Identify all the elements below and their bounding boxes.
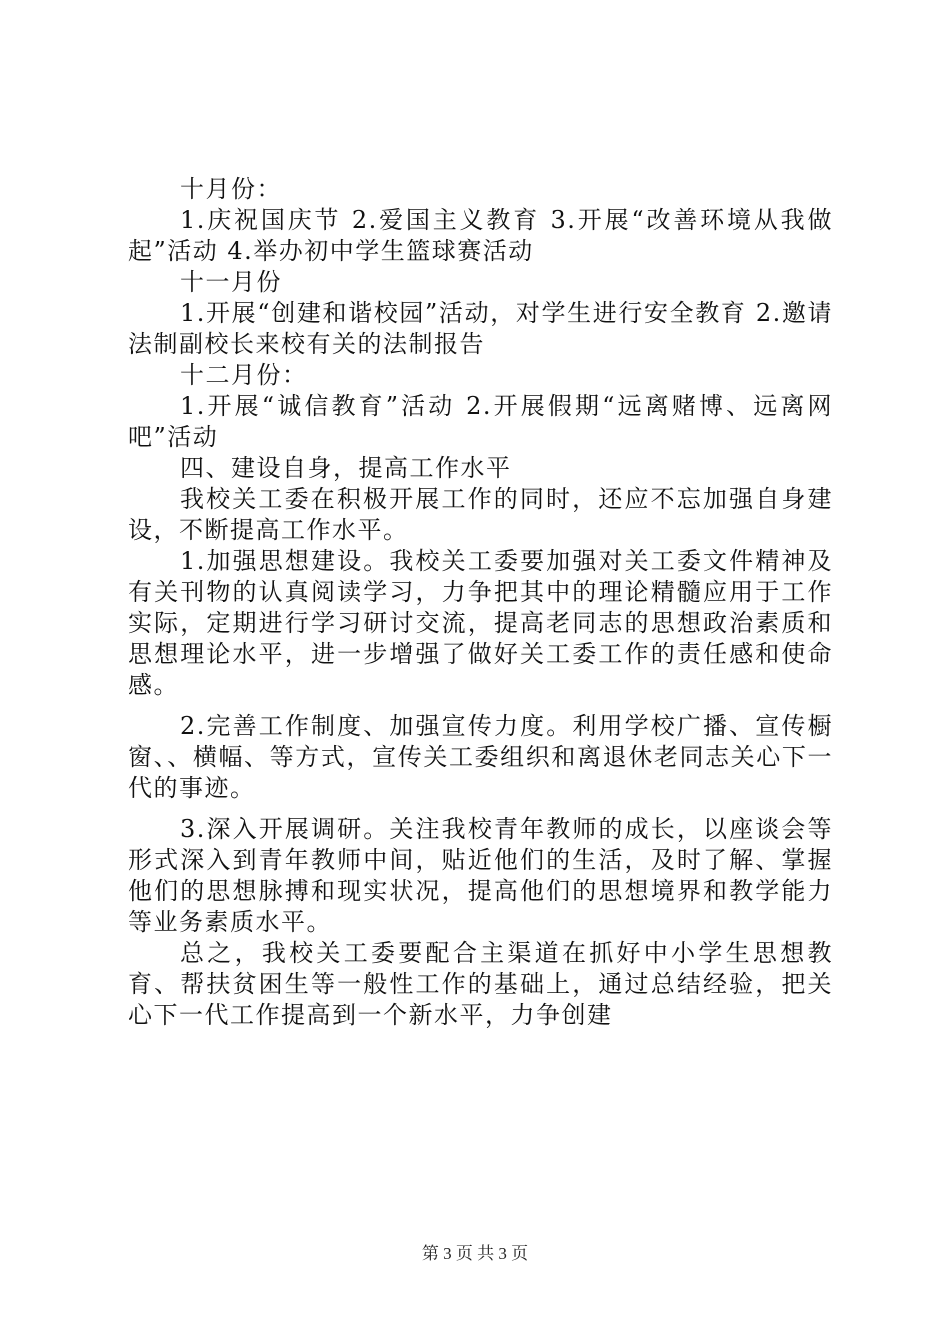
self-building-intro: 我校关工委在积极开展工作的同时，还应不忘加强自身建设，不断提高工作水平。 <box>128 485 833 544</box>
conclusion-paragraph: 总之，我校关工委要配合主渠道在抓好中小学生思想教育、帮扶贫困生等一般性工作的基础上，通过总结经验，把关心下一代工作提高到一个新水平，力争创建 <box>128 939 833 1029</box>
november-activities: 1.开展“创建和谐校园”活动，对学生进行安全教育 2.邀请法制副校长来校有关的法制报告 <box>128 299 833 358</box>
page-number-footer: 第 3 页 共 3 页 <box>421 1244 529 1263</box>
item-research: 3.深入开展调研。关注我校青年教师的成长，以座谈会等形式深入到青年教师中间，贴近他们的生活，及时了解、掌握他们的思想脉搏和现实状况，提高他们的思想境界和教学能力等业务素质水平。 <box>128 815 833 936</box>
october-activities: 1.庆祝国庆节 2.爱国主义教育 3.开展“改善环境从我做起”活动 4.举办初中学生篮球赛活动 <box>128 206 833 265</box>
heading-october: 十月份： <box>180 175 282 203</box>
item-work-system: 2.完善工作制度、加强宣传力度。利用学校广播、宣传橱窗、、横幅、等方式，宣传关工委组织和离退休老同志关心下一代的事迹。 <box>128 712 833 802</box>
december-activities: 1.开展“诚信教育”活动 2.开展假期“远离赌博、远离网吧”活动 <box>128 392 833 451</box>
item-ideological-building: 1.加强思想建设。我校关工委要加强对关工委文件精神及有关刊物的认真阅读学习，力争把其中的理论精髓应用于工作实际，定期进行学习研讨交流，提高老同志的思想政治素质和思想理论水平，进一步增强了做好关工委工作的责任感和使命感。 <box>128 547 833 699</box>
heading-december: 十二月份： <box>180 361 308 389</box>
heading-november: 十一月份 <box>180 268 282 296</box>
document-body <box>128 174 833 1031</box>
section-heading-self-building: 四、建设自身，提高工作水平 <box>180 454 512 482</box>
